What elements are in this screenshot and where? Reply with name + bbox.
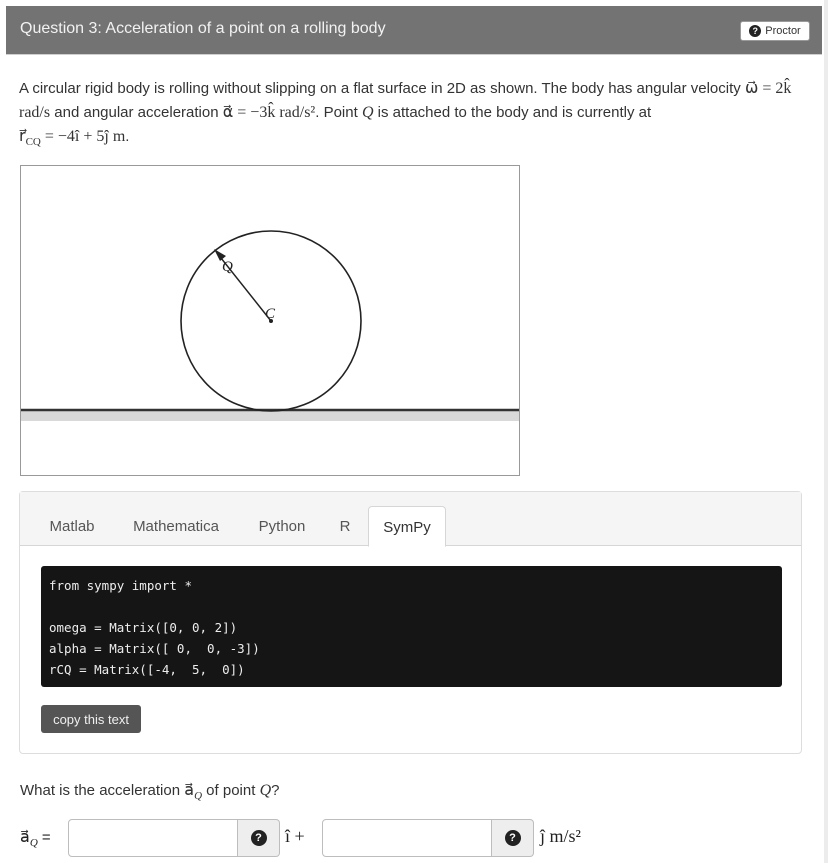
code-block[interactable] [41, 566, 782, 687]
scrollbar[interactable] [824, 0, 828, 863]
code-line: alpha = Matrix([ 0, 0, -3]) [49, 641, 260, 656]
question-mark-icon: ? [505, 830, 521, 846]
symbol-subscript: Q [194, 790, 203, 803]
statement-text: and angular acceleration [50, 104, 223, 121]
problem-statement [19, 77, 809, 154]
answer-x-help-button[interactable] [238, 819, 280, 857]
figure-canvas [21, 166, 520, 476]
question-title: Question 3: Acceleration of a point on a rolling body [20, 20, 386, 37]
question-mark-icon: ? [251, 830, 267, 846]
statement-text: . Point [315, 104, 362, 121]
answer-y-help-button[interactable] [492, 819, 534, 857]
point-symbol: Q [259, 782, 272, 799]
answer-y-input[interactable] [322, 819, 492, 857]
copy-button[interactable]: copy this text [41, 705, 141, 733]
question-prompt [20, 780, 279, 802]
answer-x-input[interactable] [68, 819, 238, 857]
rcq-subscript: CQ [25, 136, 41, 149]
tab-matlab[interactable]: Matlab [49, 518, 95, 535]
statement-text: is attached to the body and is currently at [373, 104, 652, 121]
answer-label [20, 827, 51, 849]
code-line: from sympy import * [49, 578, 192, 593]
answer-row [20, 818, 810, 858]
tab-r[interactable]: R [339, 518, 351, 535]
tab-mathematica[interactable]: Mathematica [133, 518, 219, 535]
code-line [49, 596, 782, 617]
rcq-value: = −4î + 5ĵ m [40, 128, 126, 145]
tab-sympy[interactable]: SymPy [368, 506, 446, 547]
omega-expression: ω⃗ = 2k̂ rad/s [19, 80, 792, 121]
question-text: ? [271, 782, 280, 799]
code-panel [19, 491, 802, 754]
code-line: omega = Matrix([0, 0, 2]) [49, 620, 238, 635]
rcq-symbol: r⃗ [19, 128, 26, 145]
proctor-button[interactable] [740, 21, 810, 41]
proctor-label: Proctor [765, 25, 801, 37]
language-tabs [20, 492, 801, 546]
question-text: What is the acceleration [20, 782, 185, 799]
alpha-expression: α⃗ = −3k̂ rad/s² [222, 104, 316, 121]
answer-subscript: Q [29, 837, 38, 849]
acceleration-symbol [184, 782, 203, 803]
label-c: C [265, 306, 276, 322]
rolling-body-figure [20, 165, 520, 476]
point-symbol: Q [361, 104, 374, 121]
statement-text: A circular rigid body is rolling without slipping on a flat surface in 2D as shown. The body has angular velocity [19, 80, 745, 97]
answer-symbol: a⃗ [20, 829, 30, 846]
symbol-main: a⃗ [184, 782, 195, 799]
unit-j: ĵ m/s² [540, 826, 581, 846]
label-q: Q [222, 259, 233, 275]
code-line: rCQ = Matrix([-4, 5, 0]) [49, 662, 245, 677]
question-text: of point [202, 782, 260, 799]
question-mark-icon: ? [749, 25, 761, 37]
tab-python[interactable]: Python [258, 518, 306, 535]
rcq-expression [19, 128, 126, 149]
answer-equals: = [37, 829, 51, 846]
unit-i: î + [285, 826, 305, 846]
statement-text: . [125, 128, 130, 145]
question-header [6, 6, 822, 55]
